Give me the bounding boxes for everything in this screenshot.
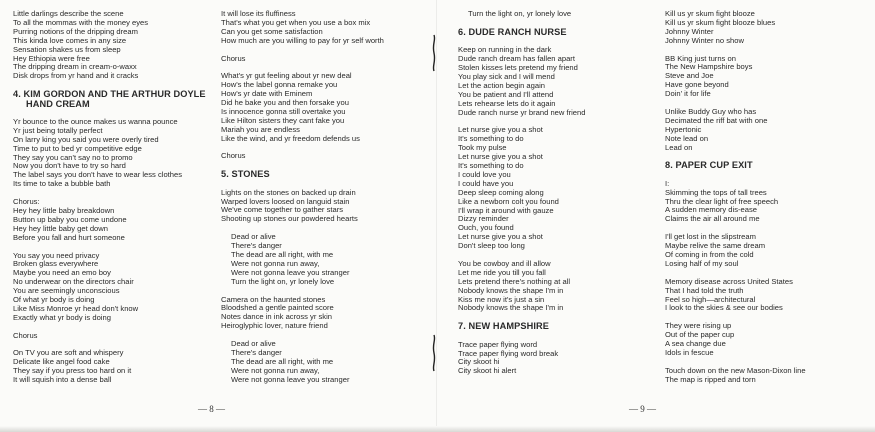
lyric-line: BB King just turns on <box>665 53 736 63</box>
lyric-line: Lets pretend there's nothing at all <box>458 276 571 286</box>
lyric-stanza <box>221 296 384 332</box>
lyric-line: Dizzy reminder <box>458 214 509 224</box>
lyric-line: Chorus <box>13 330 38 340</box>
lyric-line: I: <box>665 178 670 188</box>
lyric-stanza <box>221 152 384 161</box>
song-number: 7. <box>458 321 466 332</box>
lyric-line: On larry king you said you were overly tired <box>13 134 159 144</box>
lyric-line: Bloodshed a gentle painted score <box>221 303 334 313</box>
lyric-line: City skoot hi <box>458 357 500 367</box>
lyric-line: Like Hilton sisters they cant fake you <box>221 115 345 125</box>
lyric-line: Exactly what yr body is doing <box>13 312 111 322</box>
lyric-line: Dead or alive <box>231 339 276 349</box>
lyric-line: It's something to do <box>458 160 524 170</box>
song-title: PAPER CUP EXIT <box>675 160 753 171</box>
lyric-line: Like Miss Monroe yr head don't know <box>13 303 139 313</box>
lyric-line: I could love you <box>458 169 511 179</box>
lyric-line: I could have you <box>458 178 514 188</box>
lyric-line: Out of the paper cup <box>665 330 735 340</box>
lyric-line: How much are you willing to pay for yr self worth <box>221 35 384 45</box>
lyric-line: Notes dance in ink across yr skin <box>221 312 332 322</box>
lyric-line: Mariah you are endless <box>221 124 300 134</box>
lyric-line: Doin' it for life <box>665 89 711 99</box>
lyric-stanza <box>665 108 806 153</box>
lyric-line: Hey hey little baby get down <box>13 223 108 233</box>
lyric-line: Heiroglyphic lover, nature friend <box>221 321 328 331</box>
lyric-line: Stolen kisses lets pretend my friend <box>458 63 578 73</box>
song-heading <box>221 170 384 179</box>
lyric-stanza <box>665 278 806 314</box>
lyric-stanza <box>13 198 206 243</box>
lyric-line: Trace paper flying word <box>458 339 538 349</box>
lyric-line: Ouch, you found <box>458 223 514 233</box>
lyric-line: Let me ride you till you fall <box>458 267 546 277</box>
lyric-line: Hypertonic <box>665 124 702 134</box>
lyric-line: Of coming in from the cold <box>665 250 754 259</box>
song-title: KIM GORDON AND THE ARTHUR DOYLE <box>23 89 206 100</box>
song-heading <box>458 322 585 331</box>
lyric-stanza <box>221 10 384 46</box>
lyric-line: Don't sleep too long <box>458 241 525 251</box>
lyric-line: Decimated the riff bat with one <box>665 115 768 125</box>
lyric-line: Memory disease across United States <box>665 276 793 286</box>
lyric-line: The dead are all right, with me <box>231 249 334 259</box>
lyric-line: Kill us yr skum fight blooze <box>665 9 755 18</box>
lyric-line: Trace paper flying word break <box>458 348 559 358</box>
right-page <box>437 0 875 432</box>
lyric-line: Chorus: <box>13 197 40 207</box>
lyric-line: Took my pulse <box>458 143 507 153</box>
lyric-line: Nobody knows the shape I'm in <box>458 303 564 313</box>
lyric-line: Kiss me now it's just a sin <box>458 294 545 304</box>
song-number: 5. <box>221 169 229 180</box>
lyric-line: City skoot hi alert <box>458 366 517 376</box>
song-heading <box>13 90 206 109</box>
lyric-line: Camera on the haunted stones <box>221 294 326 304</box>
lyric-line: Were not gonna run away, <box>231 365 320 375</box>
lyric-stanza <box>665 10 806 46</box>
lyric-line: Thru the clear light of free speech <box>665 196 779 206</box>
lyric-line: Is innocence gonna still overtake you <box>221 106 346 116</box>
lyric-line: Its time to take a bubble bath <box>13 179 111 189</box>
lyric-line: There's danger <box>231 347 282 357</box>
lyric-stanza <box>665 55 806 100</box>
lyric-line: Dead or alive <box>231 232 276 242</box>
page-number: — 8 — <box>198 404 225 414</box>
lyric-line: Kill us yr skum fight blooze blues <box>665 17 776 27</box>
lyric-line: I look to the skies & see our bodies <box>665 303 783 313</box>
lyric-line: The dead are all right, with me <box>231 356 334 366</box>
lyric-line: Turn the light on, yr lonely love <box>468 9 572 18</box>
lyric-line: How's yr date with Eminem <box>221 89 313 99</box>
song-title: DUDE RANCH NURSE <box>468 26 567 37</box>
lyric-stanza <box>458 46 585 117</box>
lyric-line: You say you need privacy <box>13 250 100 260</box>
lyric-line: Maybe you need an emo boy <box>13 268 111 278</box>
lyric-line: Deep sleep coming along <box>458 187 544 197</box>
lyric-line: Unlike Buddy Guy who has <box>665 106 757 116</box>
lyric-line: Lead on <box>665 142 693 152</box>
lyric-stanza <box>458 126 585 251</box>
lyric-line: Shooting up stones our powdered hearts <box>221 214 358 224</box>
lyric-stanza <box>13 349 206 385</box>
lyric-line: Have gone beyond <box>665 80 729 90</box>
lyric-stanza <box>458 341 585 377</box>
lyric-line: Johnny Winter no show <box>665 35 744 45</box>
lyric-stanza <box>665 367 806 385</box>
lyric-line: You are seemingly unconscious <box>13 286 120 296</box>
lyric-line: The New Hampshire boys <box>665 62 753 72</box>
lyric-line: Hey Ethiopia were free <box>13 53 90 63</box>
lyric-line: This kinda love comes in any size <box>13 35 127 45</box>
right-page-column-1 <box>458 10 585 385</box>
lyric-line: Turn the light on, yr lonely love <box>231 276 335 286</box>
lyric-line: Delicate like angel food cake <box>13 357 110 367</box>
lyric-line: Broken glass everywhere <box>13 259 99 269</box>
song-title: STONES <box>231 169 270 180</box>
lyric-line: Keep on running in the dark <box>458 45 552 55</box>
lyric-stanza <box>665 322 806 358</box>
right-page-column-2 <box>665 10 806 393</box>
lyric-line: Purring notions of the dripping dream <box>13 26 138 36</box>
margin-bracket-mark <box>431 34 437 72</box>
song-title-continued: HAND CREAM <box>26 98 90 109</box>
song-number: 6. <box>458 26 466 37</box>
left-page-column-1 <box>13 10 206 394</box>
lyric-line: The dripping dream in cream-o-waxx <box>13 62 137 72</box>
lyric-line: Warped lovers loosed on languid stain <box>221 196 350 206</box>
lyric-line: Disk drops from yr hand and it cracks <box>13 71 139 81</box>
lyric-line: Lets rehearse lets do it again <box>458 98 556 108</box>
lyric-stanza <box>221 340 384 385</box>
lyric-line: You be patient and I'll attend <box>458 89 554 99</box>
lyric-line: Nobody knows the shape I'm in <box>458 285 564 295</box>
lyric-stanza <box>665 233 806 269</box>
lyric-line: Feel so high—architectural <box>665 294 756 304</box>
lyric-line: Like a newborn colt you found <box>458 196 559 206</box>
lyric-line: Were not gonna leave you stranger <box>231 267 350 277</box>
lyric-line: Losing half of my soul <box>665 258 739 268</box>
left-page-column-2 <box>221 10 384 393</box>
lyric-line: Note lead on <box>665 133 709 143</box>
lyric-line: Like the wind, and yr freedom defends us <box>221 133 360 143</box>
lyric-stanza <box>13 332 206 341</box>
lyric-line: Hey hey little baby breakdown <box>13 206 115 215</box>
song-number: 8. <box>665 160 673 171</box>
lyric-line: How's the label gonna remake you <box>221 80 338 90</box>
lyric-line: Little darlings describe the scene <box>13 9 124 18</box>
song-heading <box>458 28 585 37</box>
lyric-line: A sudden memory dis-ease <box>665 205 758 215</box>
lyric-line: What's yr gut feeling about yr new deal <box>221 71 352 81</box>
lyric-stanza <box>665 180 806 225</box>
lyric-stanza <box>13 252 206 323</box>
lyric-line: A sea change due <box>665 339 726 349</box>
lyric-line: The label says you don't have to wear less clothes <box>13 170 183 180</box>
lyric-line: Yr bounce to the ounce makes us wanna pounce <box>13 116 178 126</box>
lyric-line: I'll wrap it around with gauze <box>458 205 554 215</box>
song-number: 4. <box>13 89 21 100</box>
lyric-line: I'll get lost in the slipstream <box>665 232 756 242</box>
lyric-stanza <box>221 55 384 64</box>
lyric-line: Johnny Winter <box>665 26 714 36</box>
lyric-line: On TV you are soft and whispery <box>13 348 124 358</box>
lyric-line: Did he bake you and then forsake you <box>221 98 349 108</box>
lyric-line: Lights on the stones on backed up drain <box>221 187 356 197</box>
lyric-line: No underwear on the directors chair <box>13 277 134 287</box>
lyric-line: Dude ranch dream has fallen apart <box>458 54 575 64</box>
lyric-stanza <box>458 10 585 19</box>
lyric-line: They say you can't say no to promo <box>13 152 133 162</box>
lyric-line: Let nurse give you a shot <box>458 232 543 242</box>
lyric-line: Now you don't have to try so hard <box>13 161 126 171</box>
lyric-line: Were not gonna run away, <box>231 258 320 268</box>
lyric-line: You be cowboy and ill allow <box>458 258 551 268</box>
lyric-line: Before you fall and hurt someone <box>13 232 125 242</box>
lyric-line: Let nurse give you a shot <box>458 125 543 135</box>
lyric-line: Were not gonna leave you stranger <box>231 374 350 384</box>
lyric-line: Idols in fescue <box>665 347 714 357</box>
lyric-line: You play sick and I will mend <box>458 71 555 81</box>
song-title: NEW HAMPSHIRE <box>468 321 549 332</box>
lyric-line: It will squish into a dense ball <box>13 375 112 385</box>
lyric-line: Time to put to bed yr competitive edge <box>13 143 142 153</box>
page-bottom-shadow <box>0 426 875 432</box>
lyric-stanza <box>221 233 384 286</box>
lyric-line: Button up baby you come undone <box>13 214 127 224</box>
lyric-line: They say if you press too hard on it <box>13 366 132 376</box>
lyric-line: Touch down on the new Mason-Dixon line <box>665 365 806 375</box>
lyric-line: The map is ripped and torn <box>665 374 756 384</box>
lyric-line: Chorus <box>221 53 246 63</box>
left-page <box>0 0 437 432</box>
page-number: — 9 — <box>629 404 656 414</box>
lyric-line: It will lose its fluffiness <box>221 9 296 18</box>
lyric-stanza <box>458 260 585 313</box>
lyric-line: They were rising up <box>665 321 732 331</box>
lyric-line: Let the action begin again <box>458 80 545 90</box>
lyric-line: There's danger <box>231 241 282 251</box>
song-heading <box>665 161 806 170</box>
lyric-line: That's what you get when you use a box mix <box>221 17 371 27</box>
lyric-line: To all the mommas with the money eyes <box>13 17 149 27</box>
lyric-line: Of what yr body is doing <box>13 295 95 305</box>
lyric-line: Dude ranch nurse yr brand new friend <box>458 107 586 117</box>
lyric-stanza <box>221 189 384 225</box>
lyric-line: Can you get some satisfaction <box>221 26 323 36</box>
lyric-line: Claims the air all around me <box>665 214 760 224</box>
lyric-line: That I had told the truth <box>665 285 744 295</box>
lyric-line: Skimming the tops of tall trees <box>665 187 767 197</box>
lyric-stanza <box>221 72 384 143</box>
lyric-line: Steve and Joe <box>665 71 714 81</box>
lyric-line: Yr just being totally perfect <box>13 125 103 135</box>
lyric-line: Maybe relive the same dream <box>665 241 766 251</box>
lyric-line: Let nurse give you a shot <box>458 152 543 162</box>
lyric-line: We've come together to gather stars <box>221 205 344 215</box>
margin-bracket-mark <box>431 334 437 372</box>
lyric-line: It's something to do <box>458 134 524 144</box>
lyric-line: Sensation shakes us from sleep <box>13 44 121 54</box>
lyric-line: Chorus <box>221 151 246 161</box>
lyric-stanza <box>13 10 206 81</box>
lyric-stanza <box>13 118 206 189</box>
